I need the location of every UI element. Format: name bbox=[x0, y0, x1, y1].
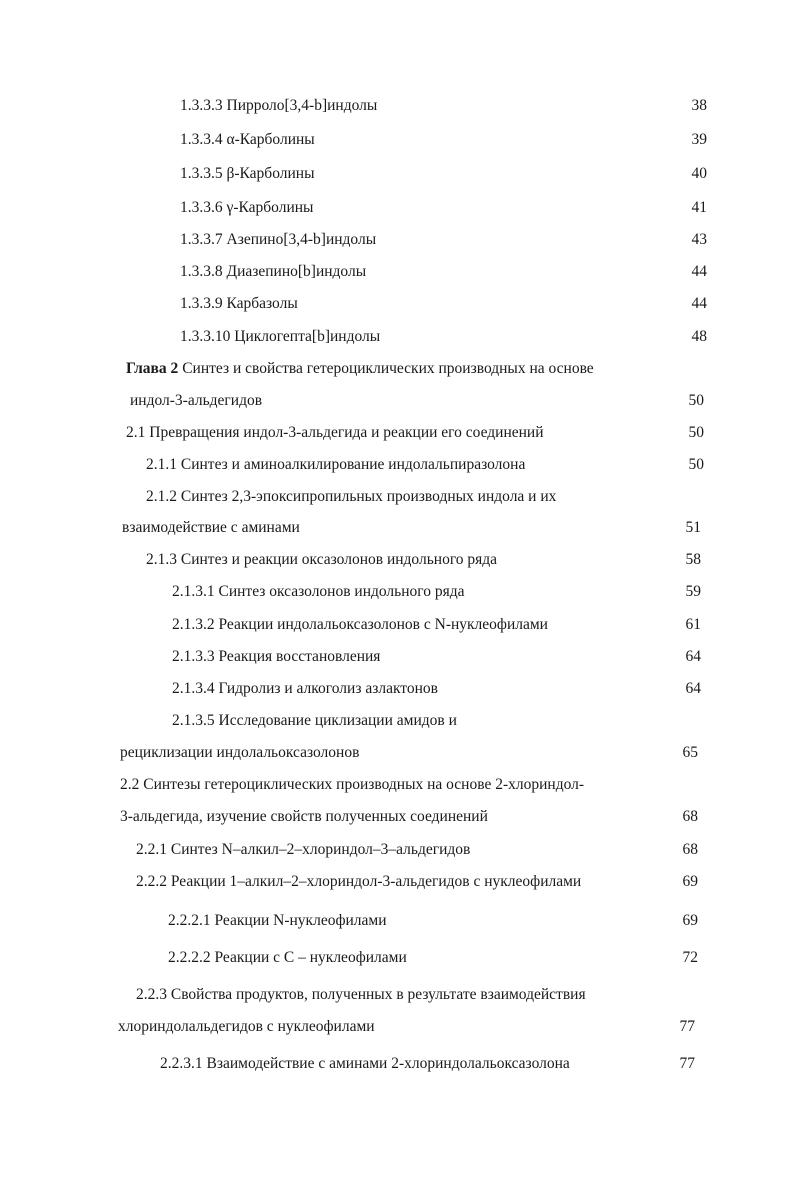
toc-entry-2-1-3-3: 2.1.3.3 Реакция восстановления bbox=[172, 648, 381, 665]
toc-page-number: 44 bbox=[691, 263, 707, 280]
toc-entry-1-3-3-10: 1.3.3.10 Циклогепта[b]индолы bbox=[180, 328, 381, 345]
toc-entry-1-3-3-7: 1.3.3.7 Азепино[3,4-b]индолы bbox=[180, 231, 377, 248]
toc-page-number: 64 bbox=[685, 648, 701, 665]
toc-page-number: 50 bbox=[688, 392, 704, 409]
toc-page-number: 38 bbox=[691, 97, 707, 114]
toc-entry-2-2-1: 2.2.1 Синтез N–алкил–2–хлориндол–3–альдегидов bbox=[136, 841, 471, 858]
toc-entry-2-2-2-2: 2.2.2.2 Реакции с С – нуклеофилами bbox=[168, 949, 407, 966]
toc-chapter-2-heading bbox=[126, 359, 594, 379]
toc-entry-2-2-3-cont: хлориндолальдегидов с нуклеофилами bbox=[118, 1018, 375, 1035]
toc-entry-1-3-3-9: 1.3.3.9 Карбазолы bbox=[180, 295, 298, 312]
toc-page-number: 51 bbox=[685, 519, 701, 536]
toc-chapter-2-heading-cont: индол-3-альдегидов bbox=[130, 392, 263, 409]
toc-page-number: 50 bbox=[688, 424, 704, 441]
toc-entry-2-2: 2.2 Синтезы гетероциклических производных на основе 2-хлориндол- bbox=[120, 776, 585, 793]
toc-page-number: 59 bbox=[685, 583, 701, 600]
toc-page-number: 77 bbox=[679, 1018, 695, 1035]
toc-entry-2-1-3-1: 2.1.3.1 Синтез оксазолонов индольного ряда bbox=[172, 583, 465, 600]
toc-page-number: 41 bbox=[691, 199, 707, 216]
toc-entry-2-1-3-5: 2.1.3.5 Исследование циклизации амидов и bbox=[172, 712, 457, 729]
toc-entry-1-3-3-3: 1.3.3.3 Пирроло[3,4-b]индолы bbox=[180, 97, 378, 114]
toc-page-number: 39 bbox=[691, 131, 707, 148]
toc-page-number: 44 bbox=[691, 295, 707, 312]
toc-entry-2-2-3-1: 2.2.3.1 Взаимодействие с аминами 2-хлориндолальоксазолона bbox=[160, 1055, 570, 1072]
toc-entry-2-1: 2.1 Превращения индол-3-альдегида и реакции его соединений bbox=[126, 424, 544, 441]
toc-entry-2-2-cont: 3-альдегида, изучение свойств полученных соединений bbox=[120, 808, 488, 825]
toc-entry-2-2-3: 2.2.3 Свойства продуктов, полученных в результате взаимодействия bbox=[136, 986, 586, 1003]
toc-page-number: 58 bbox=[685, 551, 701, 568]
toc-entry-2-1-3-5-cont: рециклизации индолальоксазолонов bbox=[120, 744, 360, 761]
toc-entry-1-3-3-5: 1.3.3.5 β-Карболины bbox=[180, 165, 315, 182]
toc-page-number: 43 bbox=[691, 231, 707, 248]
toc-entry-2-1-3: 2.1.3 Синтез и реакции оксазолонов индольного ряда bbox=[146, 551, 498, 568]
toc-page-number: 48 bbox=[691, 328, 707, 345]
toc-page-number: 72 bbox=[682, 949, 698, 966]
toc-page-number: 77 bbox=[679, 1055, 695, 1072]
toc-page-number: 40 bbox=[691, 165, 707, 182]
chapter-label: Глава 2 bbox=[126, 360, 179, 377]
toc-entry-2-2-2: 2.2.2 Реакции 1–алкил–2–хлориндол-3-альдегидов с нуклеофилами bbox=[136, 873, 582, 890]
toc-entry-2-1-3-4: 2.1.3.4 Гидролиз и алкоголиз азлактонов bbox=[172, 680, 438, 697]
toc-entry-2-1-2: 2.1.2 Синтез 2,3-эпоксипропильных производных индола и их bbox=[146, 488, 557, 505]
toc-page-number: 69 bbox=[682, 912, 698, 929]
toc-entry-2-1-3-2: 2.1.3.2 Реакции индолальоксазолонов с N-нуклеофилами bbox=[172, 616, 548, 633]
toc-entry-2-1-2-cont: взаимодействие с аминами bbox=[122, 519, 300, 536]
toc-page-number: 50 bbox=[688, 456, 704, 473]
toc-page-number: 64 bbox=[685, 680, 701, 697]
toc-entry-2-2-2-1: 2.2.2.1 Реакции N-нуклеофилами bbox=[168, 912, 387, 929]
toc-entry-1-3-3-4: 1.3.3.4 α-Карболины bbox=[180, 131, 315, 148]
toc-page-number: 61 bbox=[685, 616, 701, 633]
toc-entry-1-3-3-8: 1.3.3.8 Диазепино[b]индолы bbox=[180, 263, 367, 280]
toc-page-number: 69 bbox=[682, 873, 698, 890]
toc-page-number: 68 bbox=[682, 808, 698, 825]
toc-page-number: 68 bbox=[682, 841, 698, 858]
toc-entry-1-3-3-6: 1.3.3.6 γ-Карболины bbox=[180, 199, 314, 216]
toc-page-number: 65 bbox=[682, 744, 698, 761]
toc-entry-2-1-1: 2.1.1 Синтез и аминоалкилирование индолальпиразолона bbox=[146, 456, 526, 473]
chapter-title: Синтез и свойства гетероциклических производных на основе bbox=[178, 360, 594, 377]
